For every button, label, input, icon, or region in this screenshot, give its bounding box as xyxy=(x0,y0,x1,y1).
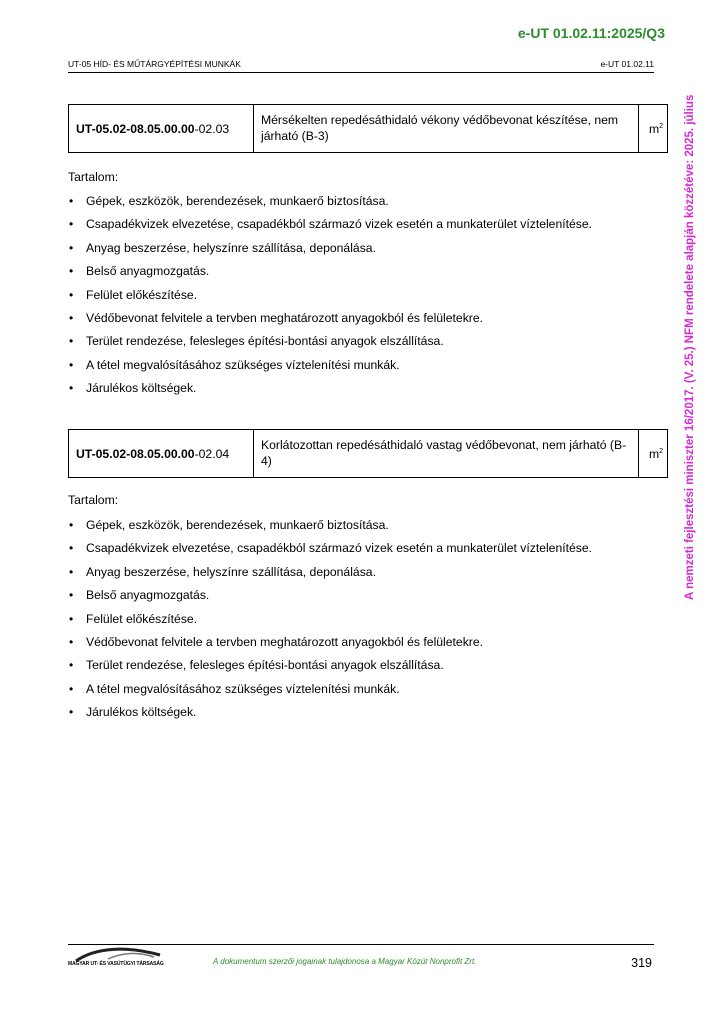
page-number: 319 xyxy=(631,956,652,970)
list-item: • Védőbevonat felvitele a tervben meghatározott anyagokból és felületekre. xyxy=(69,634,484,649)
item-unit: $m^2$ xyxy=(639,105,668,153)
footer-rule xyxy=(68,944,654,945)
bullet-icon: • xyxy=(69,357,74,372)
list-item: • Felület előkészítése. xyxy=(69,611,198,626)
item-table-2 xyxy=(68,429,668,478)
list-item: • Anyag beszerzése, helyszínre szállítása, deponálása. xyxy=(69,240,376,255)
bullet-icon: • xyxy=(69,611,74,626)
header-standard-code: e-UT 01.02.11 xyxy=(600,59,654,69)
header-chapter-title: UT-05 HÍD- ÉS MŰTÁRGYÉPÍTÉSI MUNKÁK xyxy=(68,59,241,69)
bullet-icon: • xyxy=(69,240,74,255)
item-description: Korlátozottan repedésáthidaló vastag védőbevonat, nem járható (B-4) xyxy=(254,430,639,478)
bullet-icon: • xyxy=(69,518,74,532)
list-item: • A tétel megvalósításához szükséges víztelenítési munkák. xyxy=(69,681,400,696)
logo-organization-name: MAGYAR UT- ÉS VASÚTÜGYI TÁRSASÁG xyxy=(68,961,164,967)
list-item: • Terület rendezése, felesleges építési-bontási anyagok elszállítása. xyxy=(69,658,444,673)
bullet-icon: • xyxy=(69,588,74,603)
content-list-1 xyxy=(68,193,592,404)
bullet-icon: • xyxy=(69,217,74,232)
list-item: • Terület rendezése, felesleges építési-bontási anyagok elszállítása. xyxy=(69,334,444,349)
bullet-icon: • xyxy=(69,264,74,279)
content-label: Tartalom: xyxy=(68,170,119,184)
list-item: • Járulékos költségek. xyxy=(69,381,197,396)
organization-logo xyxy=(68,947,178,971)
item-code: UT-05.02-08.05.00.00-02.04 xyxy=(69,430,254,478)
list-item: • Gépek, eszközök, berendezések, munkaerő biztosítása. xyxy=(69,194,389,208)
item-unit: $m^2$ xyxy=(639,430,668,478)
publication-side-note: A nemzeti fejlesztési miniszter 16/2017. (V. 25.) NFM rendelete alapján közzétéve: 2025. július xyxy=(684,94,696,600)
item-description: Mérsékelten repedésáthidaló vékony védőbevonat készítése, nem járható (B-3) xyxy=(254,105,639,153)
bullet-icon: • xyxy=(69,564,74,579)
content-label: Tartalom: xyxy=(68,493,119,507)
item-table-1 xyxy=(68,104,668,153)
bullet-icon: • xyxy=(69,381,74,396)
bullet-icon: • xyxy=(69,681,74,696)
document-code: e-UT 01.02.11:2025/Q3 xyxy=(517,25,665,41)
list-item: • Gépek, eszközök, berendezések, munkaerő biztosítása. xyxy=(69,518,389,532)
list-item: • Csapadékvizek elvezetése, csapadékból származó vizek esetén a munkaterület víztelenítése. xyxy=(69,217,593,232)
list-item: • Csapadékvizek elvezetése, csapadékból származó vizek esetén a munkaterület víztelenítése. xyxy=(69,541,593,556)
content-list-2 xyxy=(68,517,592,728)
bullet-icon: • xyxy=(69,194,74,208)
item-code: UT-05.02-08.05.00.00-02.03 xyxy=(69,105,254,153)
bullet-icon: • xyxy=(69,658,74,673)
running-header xyxy=(68,59,654,73)
copyright-notice: A dokumentum szerzői jogainak tulajdonosa a Magyar Közút Nonprofit Zrt. xyxy=(213,957,477,966)
bullet-icon: • xyxy=(69,287,74,302)
list-item: • Anyag beszerzése, helyszínre szállítása, deponálása. xyxy=(69,564,376,579)
bullet-icon: • xyxy=(69,334,74,349)
list-item: • Belső anyagmozgatás. xyxy=(69,264,210,279)
list-item: • Belső anyagmozgatás. xyxy=(69,588,210,603)
bullet-icon: • xyxy=(69,634,74,649)
bullet-icon: • xyxy=(69,705,74,720)
list-item: • Védőbevonat felvitele a tervben meghatározott anyagokból és felületekre. xyxy=(69,310,484,325)
bullet-icon: • xyxy=(69,541,74,556)
list-item: • Felület előkészítése. xyxy=(69,287,198,302)
list-item: • Járulékos költségek. xyxy=(69,705,197,720)
list-item: • A tétel megvalósításához szükséges víztelenítési munkák. xyxy=(69,357,400,372)
bullet-icon: • xyxy=(69,310,74,325)
